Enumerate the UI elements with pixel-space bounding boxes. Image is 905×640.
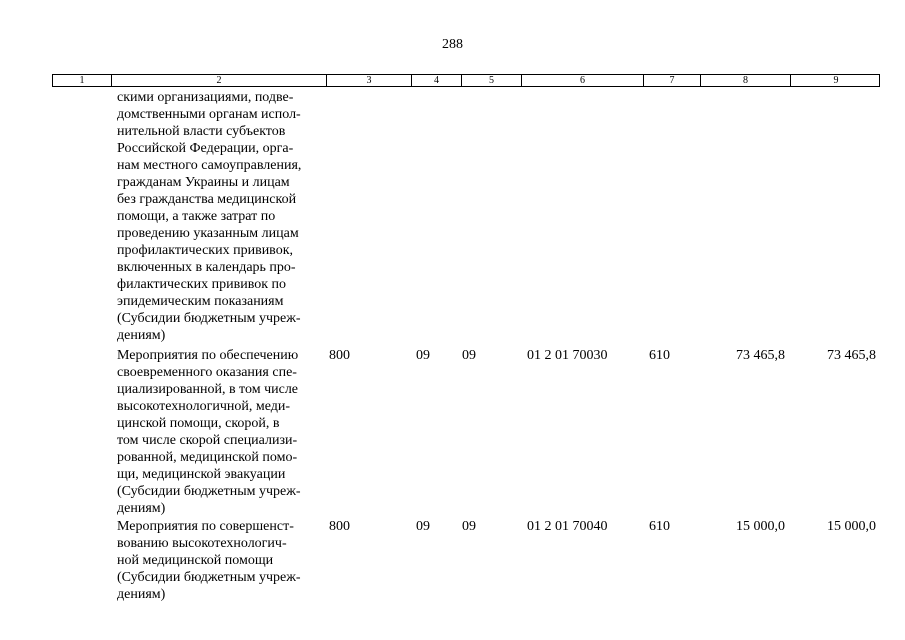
cell-col3: 800 [329,519,350,534]
cell-col8: 15 000,0 [736,519,785,534]
column-header-8: 8 [701,75,791,86]
column-header-4: 4 [412,75,462,86]
cell-col9: 73 465,8 [827,348,876,363]
cell-col6: 01 2 01 70040 [527,519,608,534]
page-number: 288 [442,37,463,52]
row-description: скими организациями, подве- домственными органам испол- нительной власти субъектов Российской Федерации, орга- нам местного самоуправления, гражданам Украины и лицам без гражданства медицинской помощи, а также затрат по проведению указанным лицам профилактических прививок, включенных в календарь про- филактических прививок по эпидемическим показаниям (Субсидии бюджетным учреж- дениям) [117,90,302,343]
cell-col5: 09 [462,348,476,363]
row-description: Мероприятия по обеспечению своевременного оказания спе- циализированной, в том числе высокотехнологичной, меди- цинской помощи, скорой, в том числе скорой специализи- рованной, медицинской помо- щи, медицинской эвакуации (Субсидии бюджетным учреж- дениям) [117,348,301,516]
cell-col6: 01 2 01 70030 [527,348,608,363]
column-header-7: 7 [644,75,701,86]
column-header-1: 1 [53,75,112,86]
cell-col7: 610 [649,348,670,363]
cell-col7: 610 [649,519,670,534]
table-header-row [52,74,880,87]
cell-col5: 09 [462,519,476,534]
cell-col8: 73 465,8 [736,348,785,363]
row-description: Мероприятия по совершенст- вованию высокотехнологич- ной медицинской помощи (Субсидии бюджетным учреж- дениям) [117,519,301,602]
cell-col9: 15 000,0 [827,519,876,534]
cell-col4: 09 [416,348,430,363]
column-header-3: 3 [327,75,412,86]
column-header-5: 5 [462,75,522,86]
cell-col3: 800 [329,348,350,363]
cell-col4: 09 [416,519,430,534]
column-header-2: 2 [112,75,327,86]
column-header-9: 9 [833,75,839,86]
column-header-6: 6 [522,75,644,86]
